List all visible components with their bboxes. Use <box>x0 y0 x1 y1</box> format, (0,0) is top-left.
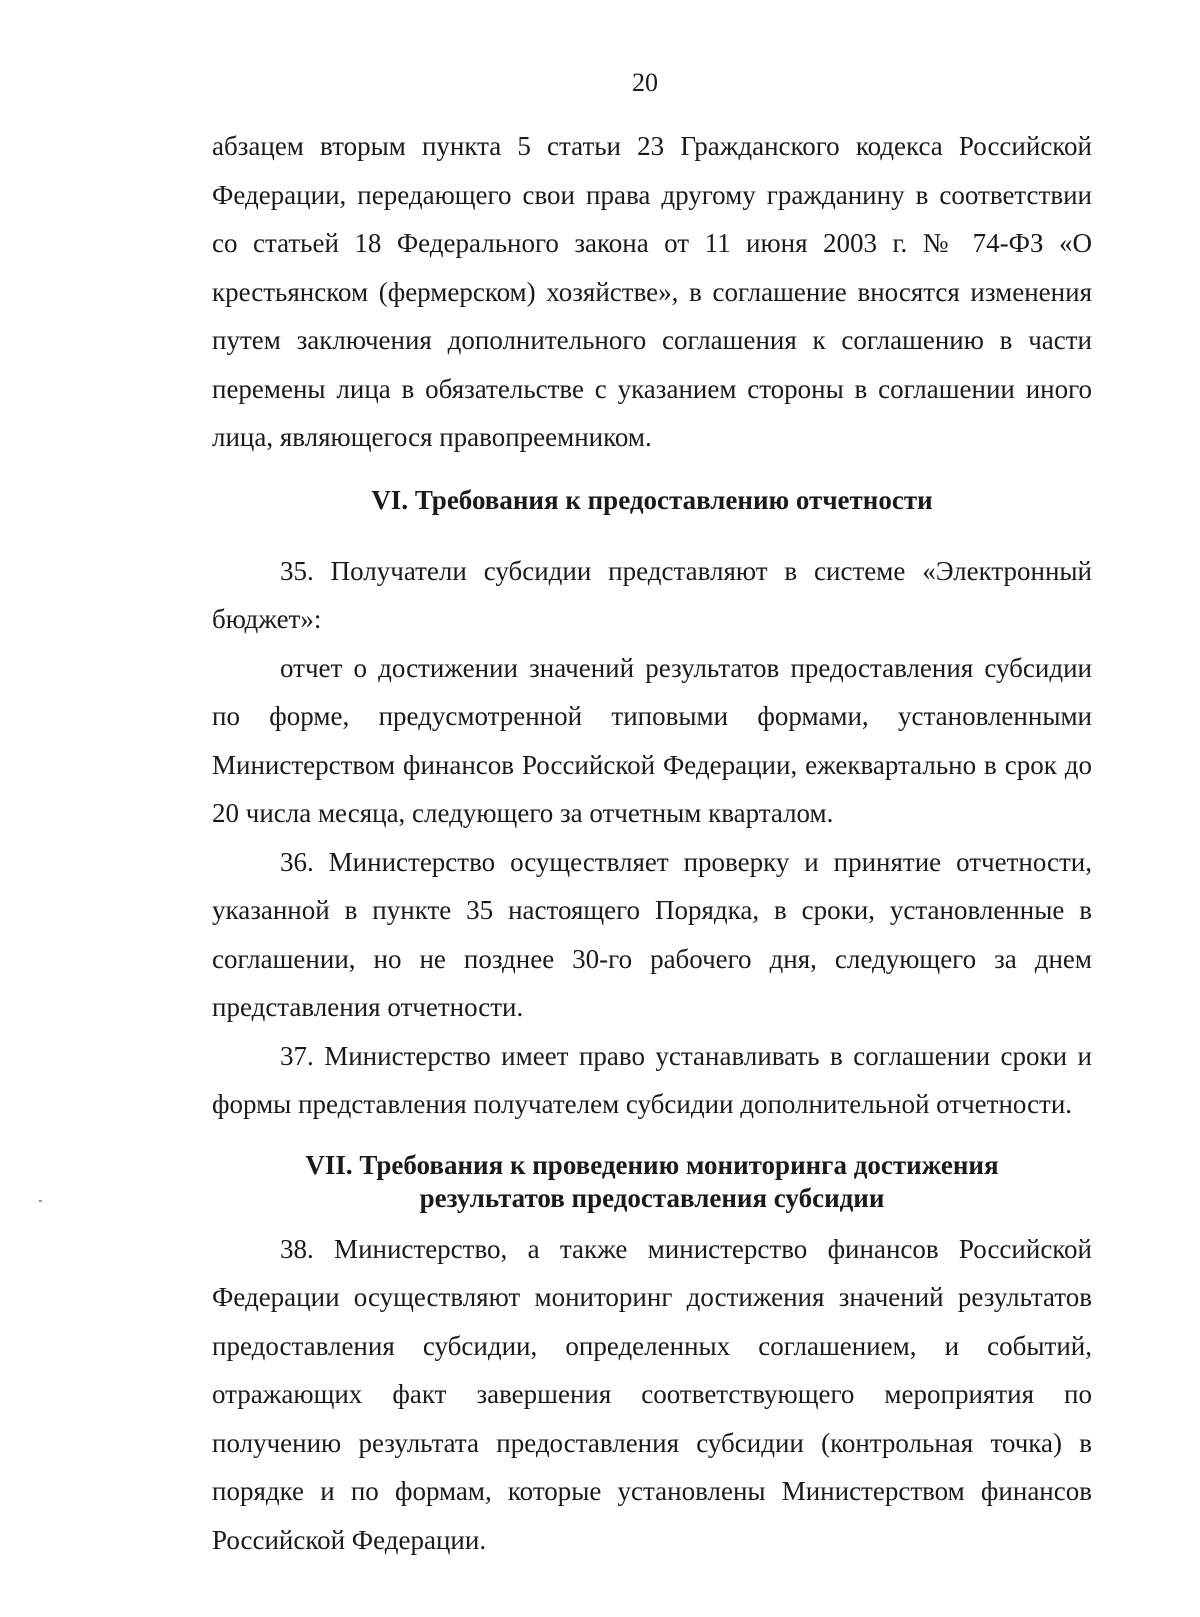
page-number: 20 <box>632 68 658 97</box>
paragraph-36: 36. Министерство осуществляет проверку и принятие отчетности, указанной в пункте 35 настоящего Порядка, в сроки, установленные в соглашении, но не позднее 30-го рабочего дня, следующего за днем представления отчетности. <box>212 846 1092 1022</box>
section-heading-vi: VI. Требования к предоставлению отчетности <box>371 484 933 515</box>
paragraph-38: 38. Министерство, а также министерство финансов Российской Федерации осуществляют мониторинг достижения значений результатов предоставления субсидии, определенных соглашением, и событий, отражающих факт завершения соответствующего мероприятия по получению результата предоставления субсидии (контрольная точка) в порядке и по формам, которые установлены Министерством финансов Российской Федерации. <box>212 1233 1092 1555</box>
section-heading-vii <box>212 1149 1092 1215</box>
section-heading-vii-line1: VII. Требования к проведению мониторинга достижения <box>305 1149 999 1180</box>
section-heading-vii-line2: результатов предоставления субсидии <box>419 1182 885 1213</box>
scan-speck <box>39 1200 42 1202</box>
document-body <box>212 122 1092 1564</box>
paragraph-continuation: абзацем вторым пункта 5 статьи 23 Гражданского кодекса Российской Федерации, передающего свои права другому гражданину в соответствии со статьей 18 Федерального закона от 11 июня 2003 г. № 74-ФЗ «О крестьянском (фермерском) хозяйстве», в соглашение вносятся изменения путем заключения дополнительного соглашения к соглашению в части перемены лица в обязательстве с указанием стороны в соглашении иного лица, являющегося правопреемником. <box>212 131 1092 452</box>
paragraph-35-report: отчет о достижении значений результатов предоставления субсидии по форме, предусмотренной типовыми формами, установленными Министерством финансов Российской Федерации, ежеквартально в срок до 20 числа месяца, следующего за отчетным кварталом. <box>212 652 1092 828</box>
paragraph-35: 35. Получатели субсидии представляют в системе «Электронный бюджет»: <box>212 555 1092 634</box>
paragraph-37: 37. Министерство имеет право устанавливать в соглашении сроки и формы представления получателем субсидии дополнительной отчетности. <box>212 1040 1092 1119</box>
